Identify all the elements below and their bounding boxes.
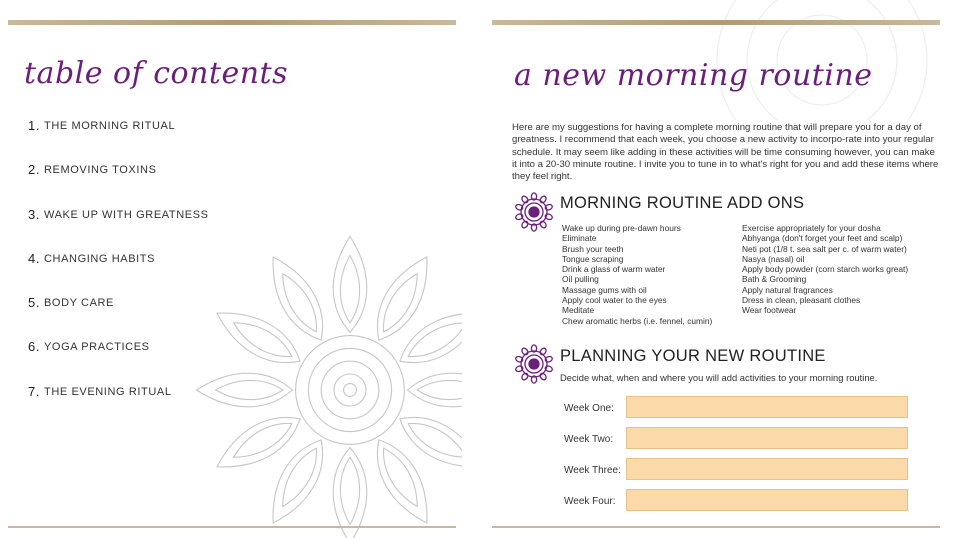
toc-item[interactable] (28, 384, 209, 428)
list-item: Apply natural fragrances (742, 284, 833, 295)
toc-item-label: REMOVING TOXINS (44, 164, 157, 177)
mandala-icon (514, 192, 554, 232)
toc-item-label: THE MORNING RITUAL (44, 120, 176, 132)
list-item: Wear footwear (742, 305, 797, 316)
toc-item-number: 6. (28, 339, 41, 355)
intro-paragraph: Here are my suggestions for having a complete morning routine that will prepare you for a day of greatness. I recommend that each week, you choose a new activity to incorpo-rate into your regular schedule. It may seem like adding in these activities will be time consuming however, you can make it into a 20-30 minute routine. I invite you to tune in to what's right for you and add these items where they feel right. (512, 122, 939, 183)
toc-item[interactable] (28, 295, 209, 339)
toc-item-number: 4. (28, 250, 41, 266)
toc-list (28, 118, 209, 428)
mandala-decoration-icon (190, 230, 462, 538)
toc-title: table of contents (24, 56, 288, 91)
week-label: Week Two: (564, 434, 614, 445)
toc-item-label: CHANGING HABITS (44, 252, 156, 265)
list-item: Abhyanga (don't forget your feet and scalp) (742, 233, 903, 244)
list-item: Eliminate (562, 233, 597, 244)
toc-item-label: BODY CARE (44, 297, 114, 310)
toc-item-number: 7. (28, 383, 41, 399)
addons-list-left (562, 223, 712, 326)
week-four-field[interactable] (626, 489, 908, 511)
week-row (564, 458, 914, 484)
toc-item-label: YOGA PRACTICES (44, 341, 150, 354)
toc-item-number: 5. (28, 295, 41, 311)
bottom-gold-bar (8, 526, 456, 528)
list-item: Brush your teeth (562, 243, 624, 254)
top-gold-bar (492, 20, 940, 25)
list-item: Chew aromatic herbs (i.e. fennel, cumin) (562, 315, 713, 326)
toc-item-number: 2. (28, 162, 41, 178)
week-label: Week Three: (564, 465, 621, 476)
planning-description: Decide what, when and where you will add activities to your morning routine. (560, 372, 878, 383)
page-title: a new morning routine (514, 58, 873, 93)
toc-item-label: THE EVENING RITUAL (44, 385, 172, 398)
list-item: Neti pot (1/8 t. sea salt per c. of warm water) (742, 243, 907, 254)
list-item: Tongue scraping (562, 253, 624, 264)
list-item: Dress in clean, pleasant clothes (742, 295, 861, 306)
table-of-contents-page (0, 0, 462, 538)
toc-item-number: 3. (28, 206, 41, 222)
list-item: Apply body powder (corn starch works great) (742, 264, 909, 275)
list-item: Oil pulling (562, 274, 599, 285)
toc-item[interactable] (28, 251, 209, 295)
week-row (564, 396, 914, 422)
addons-list-right (742, 223, 908, 316)
toc-item[interactable] (28, 339, 209, 383)
week-two-field[interactable] (626, 427, 908, 449)
toc-item-number: 1. (28, 118, 41, 133)
toc-item[interactable] (28, 162, 209, 206)
toc-item[interactable] (28, 118, 209, 162)
week-three-field[interactable] (626, 458, 908, 480)
week-label: Week Four: (564, 496, 616, 507)
addons-heading: MORNING ROUTINE ADD ONS (560, 194, 805, 212)
list-item: Meditate (562, 305, 595, 316)
list-item: Nasya (nasal) oil (742, 253, 805, 264)
top-gold-bar (8, 20, 456, 25)
morning-routine-page (492, 0, 960, 538)
toc-item-label: WAKE UP WITH GREATNESS (44, 208, 209, 221)
planning-heading: PLANNING YOUR NEW ROUTINE (560, 347, 826, 365)
week-row (564, 489, 914, 515)
list-item: Wake up during pre-dawn hours (562, 223, 681, 233)
list-item: Drink a glass of warm water (562, 264, 666, 275)
list-item: Exercise appropriately for your dosha (742, 223, 881, 233)
mandala-icon (514, 344, 554, 384)
toc-item[interactable] (28, 207, 209, 251)
bottom-gold-bar (492, 526, 940, 528)
list-item: Massage gums with oil (562, 284, 647, 295)
week-row (564, 427, 914, 453)
list-item: Bath & Grooming (742, 274, 807, 285)
week-label: Week One: (564, 403, 614, 414)
week-one-field[interactable] (626, 396, 908, 418)
list-item: Apply cool water to the eyes (562, 295, 667, 306)
